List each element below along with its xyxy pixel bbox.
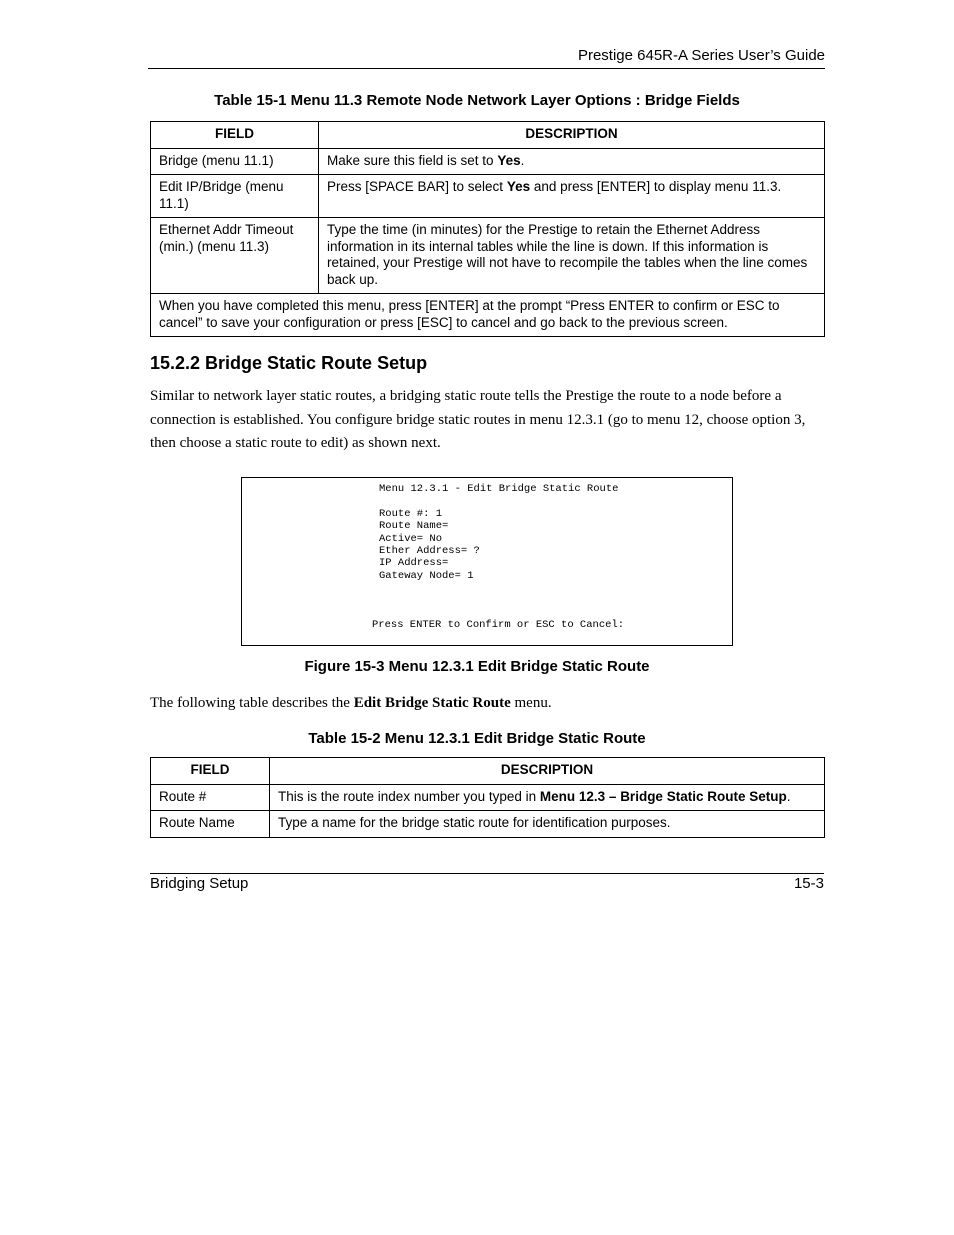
footer-divider [150,873,824,874]
field-cell: Edit IP/Bridge (menu 11.1) [151,175,319,218]
table-row [151,148,825,175]
terminal-line: Route Name= [379,520,449,532]
field-cell: Route Name [151,811,270,838]
field-cell: Ethernet Addr Timeout (min.) (menu 11.3) [151,218,319,294]
table-note-row [151,294,825,337]
section-heading: 15.2.2 Bridge Static Route Setup [150,353,428,373]
terminal-screen [241,477,733,646]
table-caption: Table 15-2 Menu 12.3.1 Edit Bridge Static Route [308,730,646,747]
description-cell: Type the time (in minutes) for the Prestige to retain the Ethernet Address information in its internal tables while the line is down. If this information is retained, your Prestige will not have to recompile the tables when the line comes back up. [319,218,825,294]
table-header-row [151,758,825,785]
body-paragraph: Similar to network layer static routes, a bridging static route tells the Prestige the route to a node before a connection is established. You configure bridge static routes in menu 12.3.1 (go to menu 12, choose option 3, then choose a static route to edit) as shown next. [150,388,806,452]
table-row [151,175,825,218]
edit-bridge-route-table [150,757,825,838]
footer-page-number: 15-3 [793,875,824,892]
terminal-line: Gateway Node= 1 [379,570,474,582]
terminal-menu-title: Menu 12.3.1 - Edit Bridge Static Route [379,483,619,495]
column-header-description: DESCRIPTION [270,758,825,785]
table-header-row [151,122,825,149]
table-caption: Table 15-1 Menu 11.3 Remote Node Network Layer Options : Bridge Fields [214,92,740,109]
table-note: When you have completed this menu, press [ENTER] at the prompt “Press ENTER to confirm or ESC to cancel” to save your configuration or press [ESC] to cancel and go back to the previous screen. [151,294,825,337]
terminal-line: IP Address= [379,557,449,569]
field-cell: Bridge (menu 11.1) [151,148,319,175]
description-cell: Press [SPACE BAR] to select Yes and press [ENTER] to display menu 11.3. [319,175,825,218]
terminal-line: Ether Address= ? [379,545,480,557]
table-row [151,784,825,811]
description-cell: Type a name for the bridge static route for identification purposes. [270,811,825,838]
header-divider [148,68,825,69]
description-cell: This is the route index number you typed in Menu 12.3 – Bridge Static Route Setup. [270,784,825,811]
terminal-line: Active= No [379,533,443,545]
running-header-title: Prestige 645R-A Series User’s Guide [577,47,825,64]
table-row [151,218,825,294]
column-header-field: FIELD [151,758,270,785]
terminal-prompt: Press ENTER to Confirm or ESC to Cancel: [372,619,625,631]
body-paragraph: The following table describes the Edit Bridge Static Route menu. [150,695,552,711]
footer-chapter-title: Bridging Setup [150,875,249,892]
column-header-description: DESCRIPTION [319,122,825,149]
table-row [151,811,825,838]
bridge-fields-table [150,121,825,337]
column-header-field: FIELD [151,122,319,149]
figure-caption: Figure 15-3 Menu 12.3.1 Edit Bridge Static Route [304,658,650,675]
terminal-line: Route #: 1 [379,508,443,520]
description-cell: Make sure this field is set to Yes. [319,148,825,175]
field-cell: Route # [151,784,270,811]
